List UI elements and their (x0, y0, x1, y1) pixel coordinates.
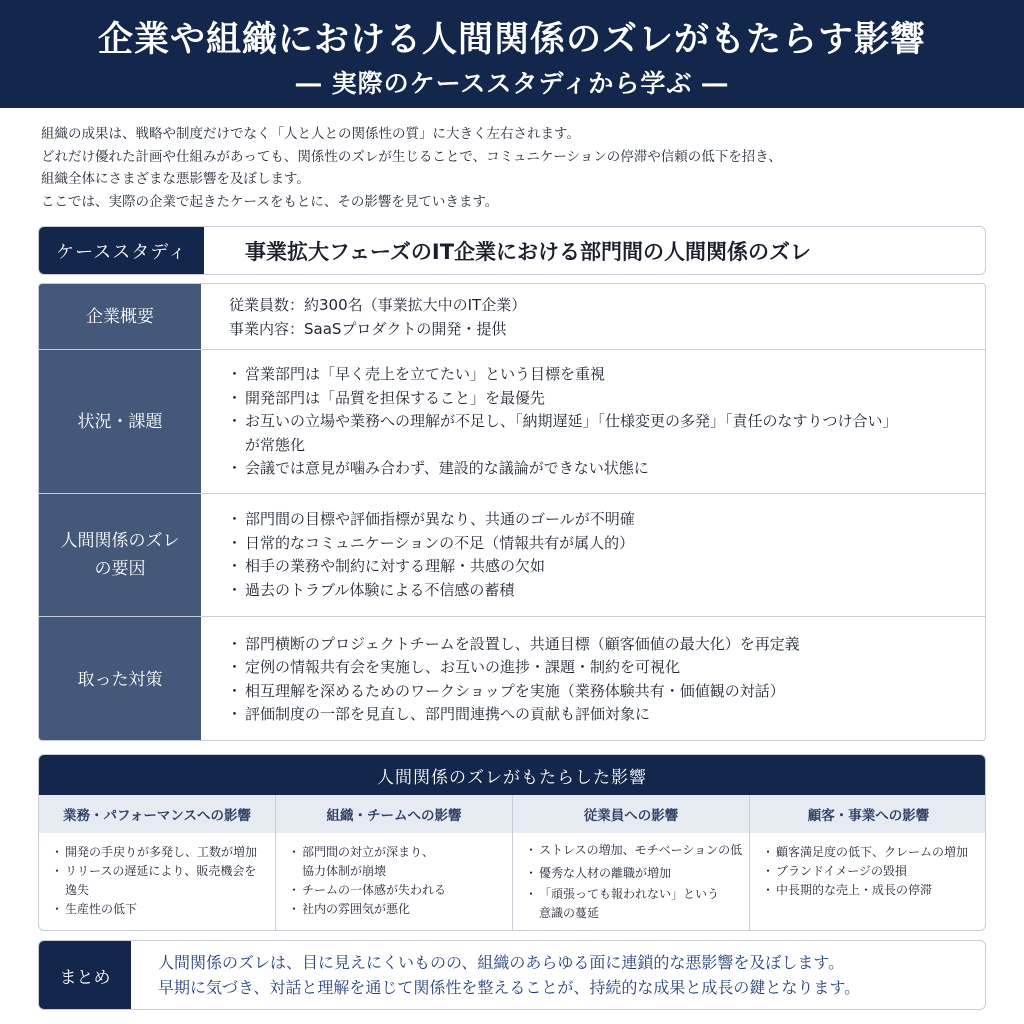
summary-line: 早期に気づき、対話と理解を通じて関係性を整えることが、持続的な成果と成長の鍵となります。 (158, 978, 861, 997)
overview-line: 事業内容：SaaSプロダクトの開発・提供 (229, 319, 507, 338)
impact-column-business (39, 795, 276, 931)
impact-section (38, 754, 986, 931)
row-label-situation: 状況・課題 (39, 350, 201, 493)
list-item: ・ 優秀な人材の離職が増加 (527, 862, 745, 885)
list-item: ・ ブランドイメージの毀損 (764, 862, 983, 881)
list-item: ・ 中長期的な売上・成長の停滞 (764, 881, 983, 900)
row-causes (39, 494, 985, 617)
case-study-bar (38, 226, 986, 275)
row-overview (39, 284, 985, 350)
list-item: ・ 相手の業務や制約に対する理解・共感の欠如 (229, 555, 975, 579)
row-label-measures: 取った対策 (39, 617, 201, 741)
overview-line: 従業員数：約300名（事業拡大中のIT企業） (229, 295, 527, 314)
page-subtitle: ― 実際のケーススタディから学ぶ ― (295, 69, 729, 98)
impact-column-customers (750, 795, 986, 931)
impact-column-employees (513, 795, 750, 931)
summary-text (158, 950, 860, 1000)
list-item: ・ ストレスの増加、モチベーションの低 (527, 839, 745, 862)
list-item: ・ 相互理解を深めるためのワークショップを実施（業務体験共有・価値観の対話） (229, 680, 975, 704)
intro-line: 組織全体にさまざまな悪影響を及ぼします。 (41, 171, 310, 187)
summary-line: 人間関係のズレは、目に見えにくいものの、組織のあらゆる面に連鎖的な悪影響を及ぼします。 (158, 953, 845, 972)
impact-column-title: 組織・チームへの影響 (276, 795, 512, 833)
impact-column-title: 従業員への影響 (513, 795, 749, 833)
list-item: ・ 顧客満足度の低下、クレームの増加 (764, 843, 983, 862)
row-content-situation (229, 350, 975, 493)
intro-line: ここでは、実際の企業で起きたケースをもとに、その影響を見ていきます。 (41, 193, 499, 210)
list-item: ・ 評価制度の一部を見直し、部門間連携への貢献も評価対象に (229, 703, 975, 727)
impact-column-title: 顧客・事業への影響 (750, 795, 986, 833)
row-situation (39, 350, 985, 494)
list-item: ・ 部門間の対立が深まり、 (290, 843, 508, 862)
list-item: ・ 定例の情報共有会を実施し、お互いの進捗・課題・制約を可視化 (229, 656, 975, 680)
list-item-continuation: 協力体制が崩壊 (302, 864, 387, 878)
case-study-title: 事業拡大フェーズのIT企業における部門間の人間関係のズレ (245, 239, 812, 264)
list-item: ・ 開発の手戻りが多発し、工数が増加 (53, 843, 271, 862)
list-item: ・ 開発部門は「品質を担保すること」を最優先 (229, 387, 975, 411)
summary-tag: まとめ (39, 941, 131, 1009)
intro-text (41, 123, 1001, 213)
row-label-causes: 人間関係のズレ の要因 (39, 494, 201, 616)
row-label-overview: 企業概要 (39, 284, 201, 349)
list-item: ・ 「頑張っても報われない」という (527, 885, 745, 904)
case-study-tag: ケーススタディ (39, 227, 204, 274)
list-item: ・ リリースの遅延により、販売機会を (53, 862, 271, 881)
impact-column-title: 業務・パフォーマンスへの影響 (39, 795, 275, 833)
list-item-continuation: 意識の蔓延 (539, 906, 600, 920)
list-item-continuation: 逸失 (65, 883, 90, 897)
intro-line: 組織の成果は、戦略や制度だけでなく「人と人との関係性の質」に大きく左右されます。 (41, 126, 580, 142)
impact-column-organization (276, 795, 513, 931)
page-title: 企業や組織における人間関係のズレがもたらす影響 (97, 20, 926, 60)
list-item: ・ 営業部門は「早く売上を立てたい」という目標を重視 (229, 363, 975, 387)
list-item: ・ 社内の雰囲気が悪化 (290, 900, 508, 919)
row-content-overview (229, 284, 975, 349)
row-content-causes (229, 494, 975, 616)
row-content-measures (229, 617, 975, 741)
impact-title: 人間関係のズレがもたらした影響 (39, 755, 985, 795)
list-item: ・ 会議では意見が噛み合わず、建設的な議論ができない状態に (229, 457, 975, 481)
row-measures (39, 617, 985, 741)
list-item-continuation: が常態化 (245, 435, 306, 454)
list-item: ・ チームの一体感が失われる (290, 881, 508, 900)
intro-line: どれだけ優れた計画や仕組みがあっても、関係性のズレが生じることで、コミュニケーションの停滞や信頼の低下を招き、 (41, 148, 782, 165)
list-item: ・ 部門横断のプロジェクトチームを設置し、共通目標（顧客価値の最大化）を再定義 (229, 633, 975, 657)
page-header (0, 0, 1024, 108)
list-item: ・ 過去のトラブル体験による不信感の蓄積 (229, 579, 975, 603)
case-table (38, 283, 986, 741)
list-item: ・ 生産性の低下 (53, 900, 271, 919)
summary-box (38, 940, 986, 1010)
list-item: ・ 部門間の目標や評価指標が異なり、共通のゴールが不明確 (229, 508, 975, 532)
list-item: ・ お互いの立場や業務への理解が不足し、「納期遅延」「仕様変更の多発」「責任のなすりつけ合い」 (229, 410, 975, 434)
list-item: ・ 日常的なコミュニケーションの不足（情報共有が属人的） (229, 532, 975, 556)
